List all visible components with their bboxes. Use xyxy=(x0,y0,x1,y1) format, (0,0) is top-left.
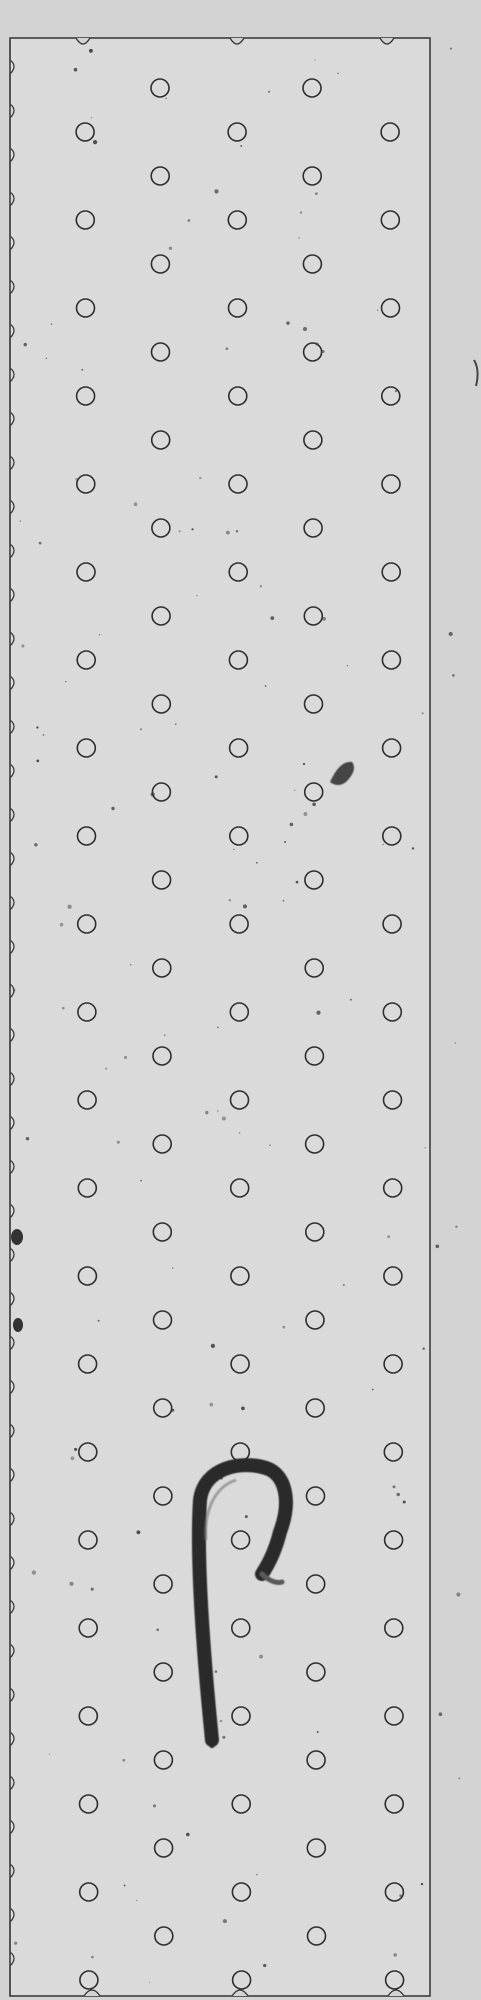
debris-speck xyxy=(260,585,262,587)
debris-speck xyxy=(393,1953,397,1957)
debris-speck xyxy=(397,1493,400,1496)
debris-speck xyxy=(343,1284,345,1286)
debris-speck xyxy=(23,343,26,346)
debris-speck xyxy=(51,323,53,325)
debris-speck xyxy=(99,634,100,635)
debris-speck xyxy=(226,531,230,535)
debris-speck xyxy=(450,47,452,49)
debris-speck xyxy=(169,247,172,250)
debris-speck xyxy=(423,1348,425,1350)
debris-speck xyxy=(239,1132,241,1134)
debris-speck xyxy=(81,369,83,371)
debris-speck xyxy=(191,528,193,530)
debris-speck xyxy=(153,1804,156,1807)
debris-speck xyxy=(36,760,39,763)
debris-speck xyxy=(171,1409,174,1412)
debris-speck xyxy=(117,1141,120,1144)
debris-speck xyxy=(259,1655,263,1659)
debris-speck xyxy=(217,1110,218,1111)
debris-speck xyxy=(256,862,258,864)
debris-speck xyxy=(26,1137,29,1140)
debris-speck xyxy=(211,1344,215,1348)
debris-speck xyxy=(337,72,339,74)
debris-speck xyxy=(187,219,190,222)
debris-speck xyxy=(269,1144,271,1146)
debris-speck xyxy=(222,1116,226,1120)
debris-speck xyxy=(130,964,132,966)
debris-speck xyxy=(403,1500,406,1503)
debris-speck xyxy=(282,1326,285,1329)
debris-speck xyxy=(156,1628,159,1631)
debris-speck xyxy=(317,1731,319,1733)
debris-speck xyxy=(91,117,92,118)
debris-speck xyxy=(13,989,16,992)
debris-speck xyxy=(455,1042,456,1043)
debris-speck xyxy=(151,792,155,796)
debris-speck xyxy=(290,823,294,827)
debris-speck xyxy=(412,847,414,849)
debris-speck xyxy=(32,1570,36,1574)
debris-speck xyxy=(263,1964,266,1967)
debris-speck xyxy=(34,843,37,846)
debris-speck xyxy=(421,1883,423,1885)
debris-speck xyxy=(60,923,64,927)
debris-speck xyxy=(449,632,453,636)
debris-speck xyxy=(452,674,455,677)
debris-speck xyxy=(233,849,234,850)
debris-speck xyxy=(149,1982,150,1983)
debris-speck xyxy=(315,192,318,195)
debris-speck xyxy=(36,726,38,728)
debris-speck xyxy=(196,595,197,596)
debris-speck xyxy=(74,68,78,72)
debris-speck xyxy=(270,616,274,620)
debris-speck xyxy=(455,1226,457,1228)
debris-speck xyxy=(268,91,270,93)
debris-speck xyxy=(136,1530,140,1534)
debris-speck xyxy=(98,1320,100,1322)
debris-speck xyxy=(284,841,286,843)
debris-speck xyxy=(296,881,299,884)
debris-speck xyxy=(93,140,97,144)
debris-speck xyxy=(91,1588,94,1591)
debris-speck xyxy=(69,1582,73,1586)
debris-speck xyxy=(199,477,201,479)
debris-speck xyxy=(315,342,318,345)
debris-speck xyxy=(14,1942,17,1945)
debris-speck xyxy=(304,812,308,816)
debris-speck xyxy=(140,728,142,730)
edge-debris xyxy=(11,1229,23,1245)
debris-speck xyxy=(439,1712,443,1716)
debris-speck xyxy=(229,899,231,901)
debris-speck xyxy=(91,1956,94,1959)
debris-speck xyxy=(140,1180,142,1182)
debris-speck xyxy=(435,1244,439,1248)
debris-speck xyxy=(245,1515,248,1518)
debris-speck xyxy=(222,1736,225,1739)
debris-speck xyxy=(39,542,42,545)
debris-speck xyxy=(134,502,138,506)
edge-debris xyxy=(13,1318,23,1332)
debris-speck xyxy=(205,1111,208,1114)
debris-speck xyxy=(223,1919,227,1923)
debris-speck xyxy=(393,1485,396,1488)
debris-speck xyxy=(124,1056,127,1059)
debris-speck xyxy=(322,617,326,621)
debris-speck xyxy=(75,478,78,481)
debris-speck xyxy=(456,1592,460,1596)
debris-speck xyxy=(111,807,114,810)
debris-speck xyxy=(377,309,379,311)
debris-speck xyxy=(425,1147,426,1148)
debris-speck xyxy=(71,1456,75,1460)
debris-speck xyxy=(240,145,242,147)
debris-speck xyxy=(215,775,218,778)
debris-speck xyxy=(382,844,383,845)
debris-speck xyxy=(217,1027,218,1028)
debris-speck xyxy=(303,327,307,331)
debris-speck xyxy=(265,685,267,687)
debris-speck xyxy=(294,790,295,791)
debris-speck xyxy=(347,665,348,666)
debris-speck xyxy=(256,1874,257,1875)
debris-speck xyxy=(209,1403,213,1407)
debris-speck xyxy=(316,1011,320,1015)
debris-speck xyxy=(19,520,21,522)
debris-speck xyxy=(214,189,218,193)
debris-speck xyxy=(241,1407,245,1411)
debris-speck xyxy=(164,1034,165,1035)
debris-speck xyxy=(283,900,284,901)
debris-speck xyxy=(300,211,303,214)
debris-speck xyxy=(175,723,176,724)
debris-speck xyxy=(314,59,315,60)
debris-speck xyxy=(122,1759,125,1762)
debris-speck xyxy=(298,237,299,238)
debris-speck xyxy=(312,803,316,807)
debris-speck xyxy=(236,530,238,532)
debris-speck xyxy=(65,681,67,683)
debris-speck xyxy=(226,347,229,350)
debris-speck xyxy=(399,1894,402,1897)
debris-speck xyxy=(322,350,325,353)
debris-speck xyxy=(49,1754,50,1755)
debris-speck xyxy=(186,1833,190,1837)
debris-speck xyxy=(43,734,45,736)
debris-speck xyxy=(372,1389,374,1391)
debris-speck xyxy=(395,390,397,392)
debris-speck xyxy=(387,1235,390,1238)
debris-speck xyxy=(215,1670,218,1673)
debris-speck xyxy=(21,644,24,647)
debris-speck xyxy=(62,1007,65,1010)
debris-speck xyxy=(89,49,93,53)
debris-speck xyxy=(67,905,71,909)
debris-speck xyxy=(286,321,289,324)
debris-speck xyxy=(172,1267,174,1269)
chip-channel-border xyxy=(10,38,430,1996)
debris-speck xyxy=(458,1777,460,1779)
debris-speck xyxy=(105,1068,107,1070)
debris-speck xyxy=(165,98,166,99)
debris-speck xyxy=(124,1885,126,1887)
debris-speck xyxy=(46,358,48,360)
debris-speck xyxy=(422,712,424,714)
debris-speck xyxy=(179,530,181,532)
debris-speck xyxy=(303,763,305,765)
debris-speck xyxy=(243,904,247,908)
debris-speck xyxy=(74,1448,77,1451)
debris-speck xyxy=(136,1900,137,1901)
debris-speck xyxy=(220,1720,223,1723)
debris-speck xyxy=(350,999,352,1001)
